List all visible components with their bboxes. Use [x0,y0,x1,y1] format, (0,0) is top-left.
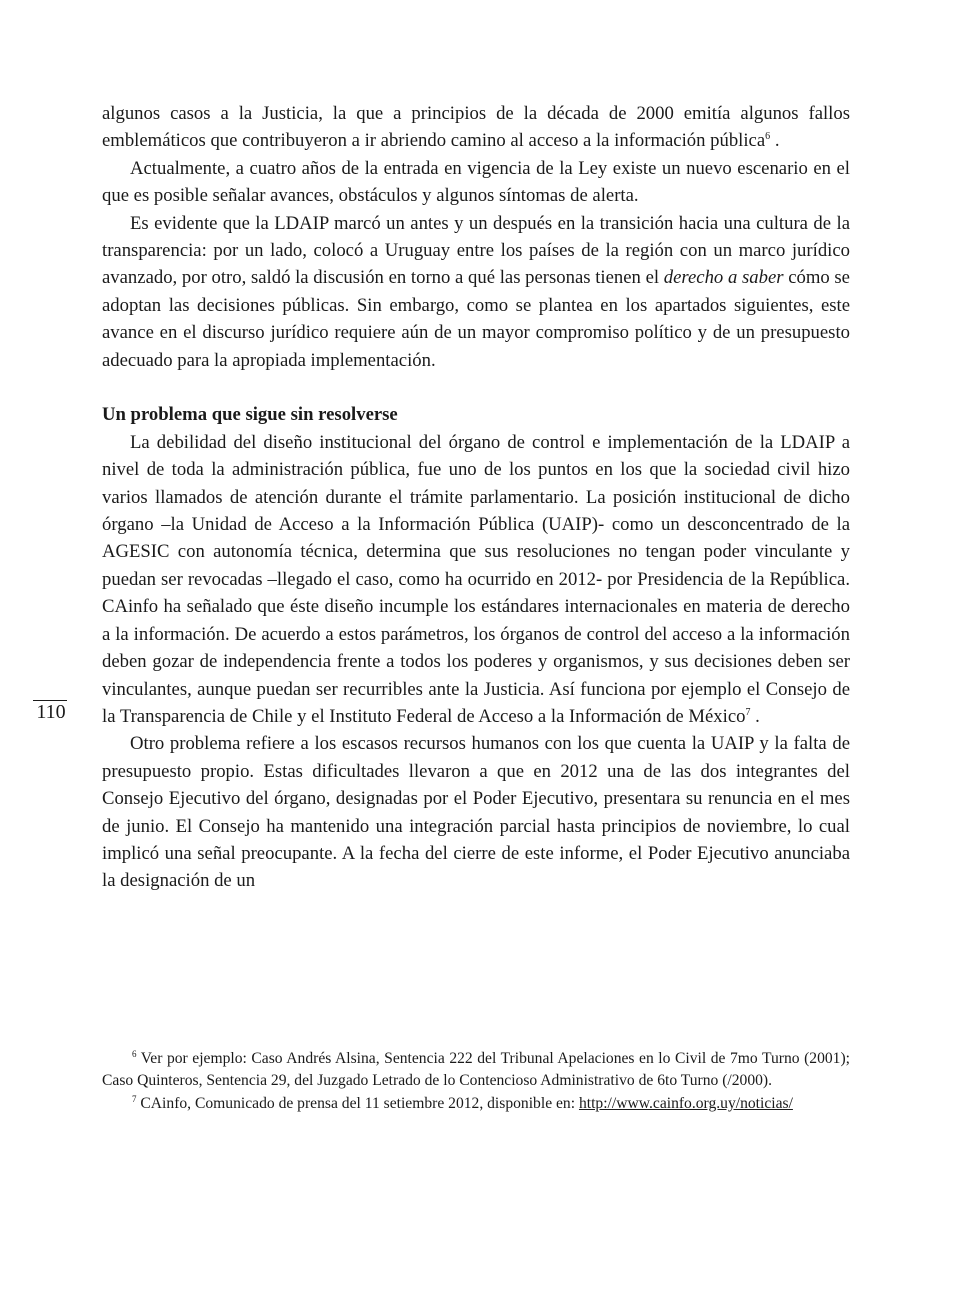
page-number: 110 [36,701,66,723]
paragraph-4 [102,429,850,730]
paragraph-1-end: . [770,130,780,152]
footnote-6 [102,1048,850,1093]
footnote-ref-6[interactable]: 6 [765,131,771,143]
footnote-ref-7[interactable]: 7 [745,706,751,718]
paragraph-2: Actualmente, a cuatro años de la entrada en vigencia de la Ley existe un nuevo escenario en el que es posible señalar avances, obstáculos y algunos síntomas de alerta. [102,157,850,207]
footnotes [102,1048,850,1115]
section-heading: Un problema que sigue sin resolverse [102,404,398,426]
footnote-7-link[interactable]: http://www.cainfo.org.uy/noticias/ [578,1094,793,1112]
paragraph-1 [102,100,850,155]
footnote-7-text: CAinfo, Comunicado de prensa del 11 setiembre 2012, disponible en: [136,1094,579,1112]
paragraph-4-end: . [750,705,760,727]
body-text [102,100,850,895]
footnote-7 [102,1093,850,1115]
paragraph-3 [102,210,850,374]
paragraph-3-text-a: Es evidente que la LDAIP marcó un antes y un después en la transición hacia una cultura de la transparencia: por un lado, colocó a Uruguay entre los países de la región con un marco jurídico avanzado, por otro, saldó la discusión en torno a qué las personas tienen el [102,212,850,289]
footnote-6-text: Ver por ejemplo: Caso Andrés Alsina, Sentencia 222 del Tribunal Apelaciones en lo Civil de 7mo Turno (2001); Caso Quinteros, Sentencia 29, del Juzgado Letrado de lo Contencioso Administrativo de 6to Turno (/2000). [102,1050,850,1090]
footnote-7-number: 7 [132,1093,137,1104]
paragraph-1-text: algunos casos a la Justicia, la que a principios de la década de 2000 emitía algunos fallos emblemáticos que contribuyeron a ir abriendo camino al acceso a la información pública [102,103,850,152]
paragraph-5: Otro problema refiere a los escasos recursos humanos con los que cuenta la UAIP y la falta de presupuesto propio. Estas dificultades llevaron a que en 2012 una de las dos integrantes del Consejo Ejecutivo del órgano, designadas por el Poder Ejecutivo, presentara su renuncia en el mes de junio. El Consejo ha mantenido una integración parcial hasta principios de noviembre, lo cual implicó una señal preocupante. A la fecha del cierre de este informe, el Poder Ejecutivo anunciaba la designación de un [102,733,850,892]
footnote-6-number: 6 [132,1048,137,1059]
paragraph-4-text: La debilidad del diseño institucional del órgano de control e implementación de la LDAIP a nivel de toda la administración pública, fue uno de los puntos en los que la sociedad civil hizo varios llamados de atención durante el trámite parlamentario. La posición institucional de dicho órgano –la Unidad de Acceso a la Información Pública (UAIP)- como un desconcentrado de la AGESIC con autonomía técnica, determina que sus resoluciones no tengan poder vinculante y puedan ser revocadas –llegado el caso, como ha ocurrido en 2012- por Presidencia de la República. CAinfo ha señalado que éste diseño incumple los estándares internacionales en materia de derecho a la información. De acuerdo a estos parámetros, los órganos de control del acceso a la información deben gozar de independencia frente a todos los poderes y organismos, y sus decisiones deben ser vinculantes, aunque puedan ser recurribles ante la Justicia. Así funciona por ejemplo el Consejo de la Transparencia de Chile y el Instituto Federal de Acceso a la Información de México [102,431,850,727]
paragraph-3-emphasis: derecho a saber [663,267,784,289]
paragraph-3-text-b: cómo se adoptan las decisiones públicas. Sin embargo, como se plantea en los apartados siguientes, este avance en el discurso jurídico requiere aún de un mayor compromiso político y de un presupuesto adecuado para la apropiada implementación. [102,267,850,371]
